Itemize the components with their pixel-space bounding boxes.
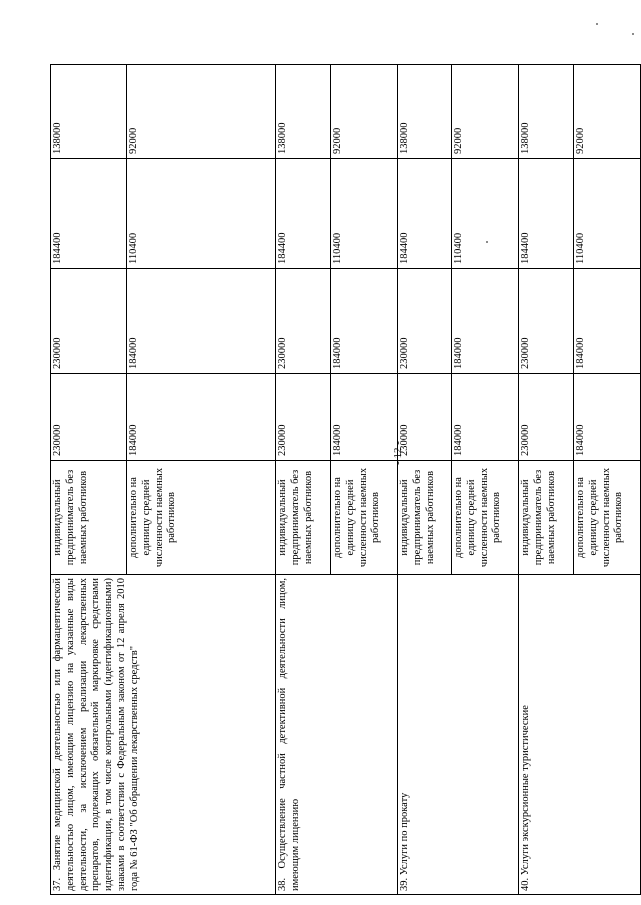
tax-rates-table (50, 64, 641, 895)
value-cell: 110400 (331, 159, 398, 269)
value-cell: 230000 (519, 374, 574, 461)
table-row (276, 65, 331, 895)
subject-cell: дополнительно на единицу средней численности наемных работников (331, 461, 398, 575)
subject-cell: дополнительно на единицу средней численности наемных работников (574, 461, 641, 575)
subject-cell: дополнительно на единицу средней численности наемных работников (452, 461, 519, 575)
activity-cell: 38. Осуществление частной детективной деятельности лицом, имеющим лицензию (276, 575, 398, 895)
value-cell: 184000 (574, 374, 641, 461)
table-row (519, 65, 574, 895)
rotated-table-frame (50, 65, 625, 895)
activity-cell: 39. Услуги по прокату (398, 575, 519, 895)
subject-cell: индивидуальный предприниматель без наемных работников (276, 461, 331, 575)
value-cell: 92000 (452, 65, 519, 159)
table-row (398, 65, 452, 895)
subject-cell: индивидуальный предприниматель без наемных работников (51, 461, 127, 575)
value-cell: 92000 (574, 65, 641, 159)
value-cell: 230000 (398, 374, 452, 461)
value-cell: 184400 (398, 159, 452, 269)
value-cell: 184400 (276, 159, 331, 269)
value-cell: 230000 (276, 374, 331, 461)
activity-cell: 37. Занятие медицинской деятельностью или фармацевтической деятельностью лицом, имеющим лицензию на указанные виды деятельности, за исключением реализации лекарственных препаратов, подлежащих обязательной маркировке средствами идентификации, в том числе контрольными (идентификационными) знаками в соответствии с Федеральным законом от 12 апреля 2010 года № 61-ФЗ "Об обращении лекарственных средств" (51, 575, 276, 895)
value-cell: 184400 (51, 159, 127, 269)
value-cell: 230000 (519, 269, 574, 374)
value-cell: 184000 (331, 269, 398, 374)
value-cell: 138000 (51, 65, 127, 159)
value-cell: 138000 (519, 65, 574, 159)
subject-cell: индивидуальный предприниматель без наемных работников (519, 461, 574, 575)
value-cell: 92000 (127, 65, 276, 159)
value-cell: 230000 (276, 269, 331, 374)
scan-speck (632, 33, 634, 35)
value-cell: 230000 (51, 269, 127, 374)
page-number: - 12 - (392, 441, 404, 465)
value-cell: 184000 (574, 269, 641, 374)
value-cell: 110400 (574, 159, 641, 269)
rotated-table-wrapper (50, 65, 625, 895)
subject-cell: индивидуальный предприниматель без наемных работников (398, 461, 452, 575)
subject-cell: дополнительно на единицу средней численности наемных работников (127, 461, 276, 575)
value-cell: 92000 (331, 65, 398, 159)
value-cell: 230000 (398, 269, 452, 374)
value-cell: 184000 (452, 374, 519, 461)
value-cell: 184000 (331, 374, 398, 461)
value-cell: 230000 (51, 374, 127, 461)
value-cell: 110400 (127, 159, 276, 269)
value-cell: 138000 (276, 65, 331, 159)
value-cell: 184000 (127, 374, 276, 461)
activity-cell: 40. Услуги экскурсионные туристические (519, 575, 641, 895)
value-cell: 184000 (127, 269, 276, 374)
value-cell: 184000 (452, 269, 519, 374)
scan-speck (596, 23, 598, 25)
value-cell: 184400 (519, 159, 574, 269)
value-cell: 138000 (398, 65, 452, 159)
table-row (51, 65, 127, 895)
value-cell: 110400 (452, 159, 519, 269)
